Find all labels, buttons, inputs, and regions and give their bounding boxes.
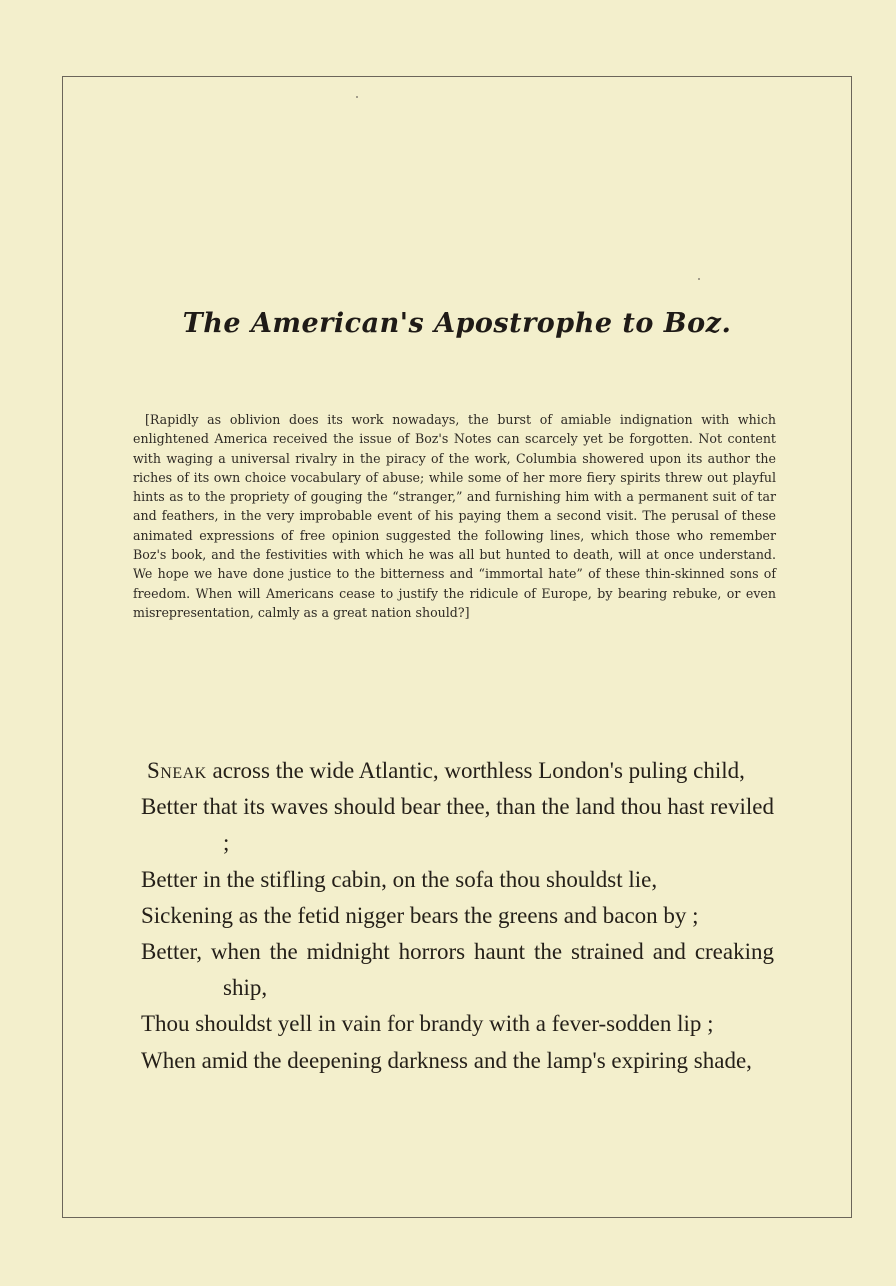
introduction-note [133, 410, 776, 622]
poem-opening-word: Sneak [147, 758, 207, 783]
introduction-text: [Rapidly as oblivion does its work nowadays, the burst of amiable indignation with which enlightened America received the issue of Boz's Notes can scarcely yet be forgotten. Not content with waging a universal rivalry in the piracy of the work, Columbia showered upon its author the riches of its own choice vocabulary of abuse; while some of her more fiery spirits threw out playful hints as to the propriety of gouging the “stranger,” and furnishing him with a permanent suit of tar and feathers, in the very improbable event of his paying them a second visit. The perusal of these animated expressions of free opinion suggested the following lines, which those who remember Boz's book, and the festivities with which he was all but hunted to death, will at once understand. We hope we have done justice to the bitterness and “immortal hate” of these thin-skinned sons of freedom. When will Americans cease to justify the ridicule of Europe, by bearing rebuke, or even misrepresentation, calmly as a great nation should?] [133, 412, 776, 620]
poem-line: Better, when the midnight horrors haunt the strained and creaking ship, [141, 939, 774, 1001]
poem-line: Better in the stifling cabin, on the sofa thou shouldst lie, [141, 866, 658, 892]
paper-speck [698, 278, 700, 280]
poem-line: When amid the deepening darkness and the lamp's expiring shade, [141, 1047, 752, 1073]
poem-body [141, 753, 774, 1079]
poem-line: Thou shouldst yell in vain for brandy with a fever-sodden lip ; [141, 1011, 714, 1037]
paper-speck [356, 96, 358, 98]
poem-line: Sickening as the fetid nigger bears the greens and bacon by ; [141, 902, 699, 928]
poem-line-text: across the wide Atlantic, worthless London's puling child, [206, 758, 745, 783]
poem-title: The American's Apostrophe to Boz. [182, 308, 732, 339]
poem-line [141, 753, 774, 789]
poem-line: Better that its waves should bear thee, than the land thou hast reviled ; [141, 794, 774, 856]
